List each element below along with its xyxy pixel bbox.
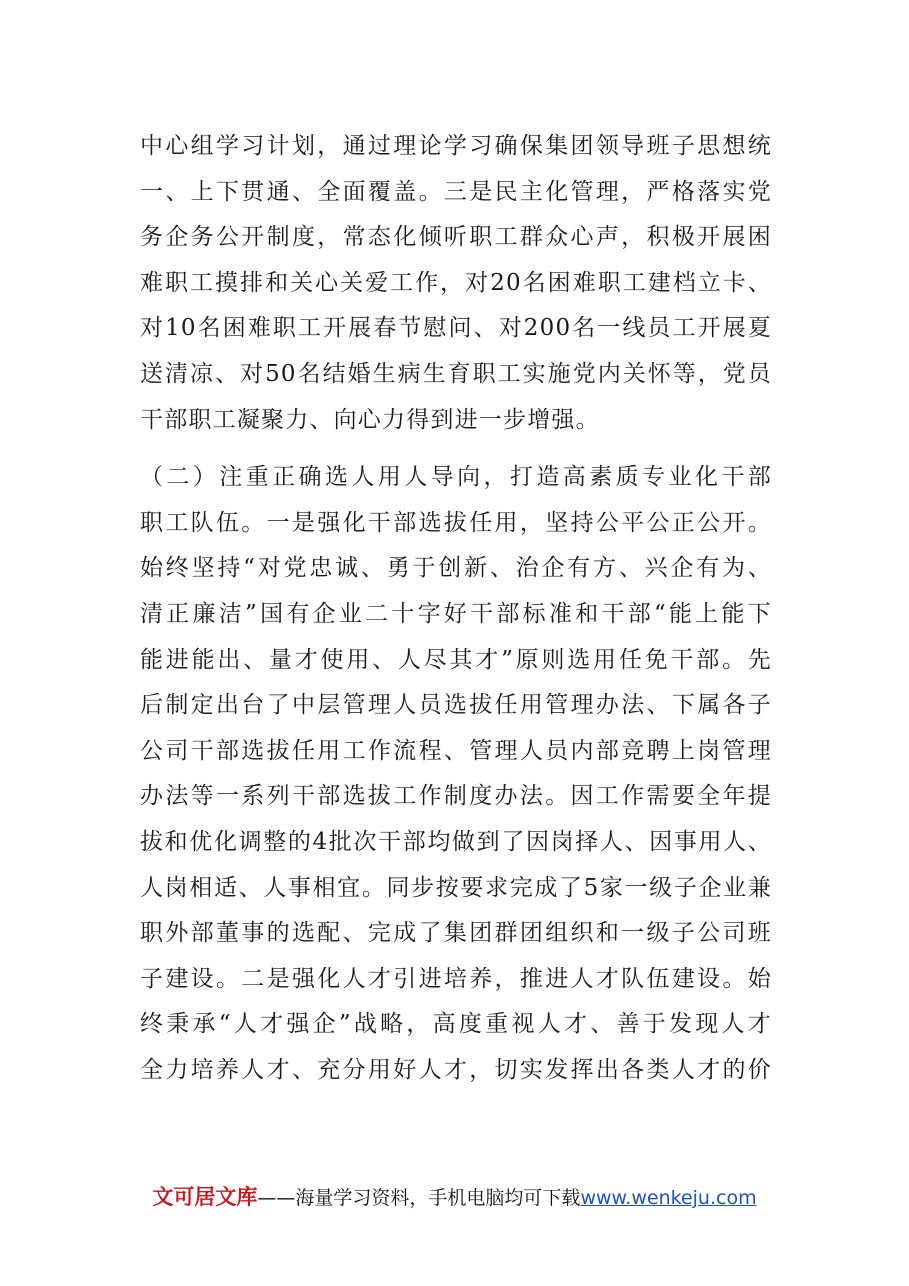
footer-link[interactable]: www.wenkeju.com bbox=[580, 1187, 757, 1209]
text-line: 子建设。二是强化人才引进培养，推进人才队伍建设。始 bbox=[140, 965, 772, 992]
text-line: 能进能出、量才使用、人尽其才”原则选用任免干部。先 bbox=[140, 646, 772, 673]
text-line: 拔和优化调整的4批次干部均做到了因岗择人、因事用人、 bbox=[140, 828, 772, 855]
text-line: 人岗相适、人事相宜。同步按要求完成了5家一级子企业兼 bbox=[140, 874, 772, 901]
text-line: 务企务公开制度，常态化倾听职工群众心声，积极开展困 bbox=[140, 224, 772, 251]
footer-tagline: ——海量学习资料，手机电脑均可下载 bbox=[257, 1187, 581, 1209]
text-line: 后制定出台了中层管理人员选拔任用管理办法、下属各子 bbox=[140, 692, 772, 719]
text-line: 清正廉洁”国有企业二十字好干部标准和干部“能上能下 bbox=[140, 600, 772, 627]
text-line: 终秉承“人才强企”战略，高度重视人才、善于发现人才 bbox=[140, 1011, 772, 1038]
text-line: 对10名困难职工开展春节慰问、对200名一线员工开展夏 bbox=[140, 315, 772, 342]
text-line: 始终坚持“对党忠诚、勇于创新、治企有方、兴企有为、 bbox=[140, 555, 772, 582]
text-line: 全力培养人才、充分用好人才，切实发挥出各类人才的价 bbox=[140, 1056, 772, 1083]
paragraph-gap bbox=[140, 443, 780, 455]
paragraph-1 bbox=[140, 124, 780, 443]
text-line: 干部职工凝聚力、向心力得到进一步增强。 bbox=[140, 406, 600, 433]
page-footer bbox=[0, 1183, 909, 1212]
text-line: 一、上下贯通、全面覆盖。三是民主化管理，严格落实党 bbox=[140, 178, 772, 205]
text-line: 公司干部选拔任用工作流程、管理人员内部竞聘上岗管理 bbox=[140, 737, 772, 764]
paragraph-2 bbox=[140, 455, 780, 1093]
text-line: （二）注重正确选人用人导向，打造高素质专业化干部 bbox=[140, 464, 772, 491]
document-body bbox=[140, 124, 780, 1093]
text-line: 职工队伍。一是强化干部选拔任用，坚持公平公正公开。 bbox=[140, 509, 772, 536]
text-line: 送清凉、对50名结婚生病生育职工实施党内关怀等，党员 bbox=[140, 360, 772, 387]
text-line: 难职工摸排和关心关爱工作，对20名困难职工建档立卡、 bbox=[140, 269, 772, 296]
text-line: 中心组学习计划，通过理论学习确保集团领导班子思想统 bbox=[140, 133, 772, 159]
footer-brand: 文可居文库 bbox=[152, 1185, 258, 1209]
text-line: 职外部董事的选配、完成了集团群团组织和一级子公司班 bbox=[140, 920, 772, 947]
text-line: 办法等一系列干部选拔工作制度办法。因工作需要全年提 bbox=[140, 783, 772, 810]
